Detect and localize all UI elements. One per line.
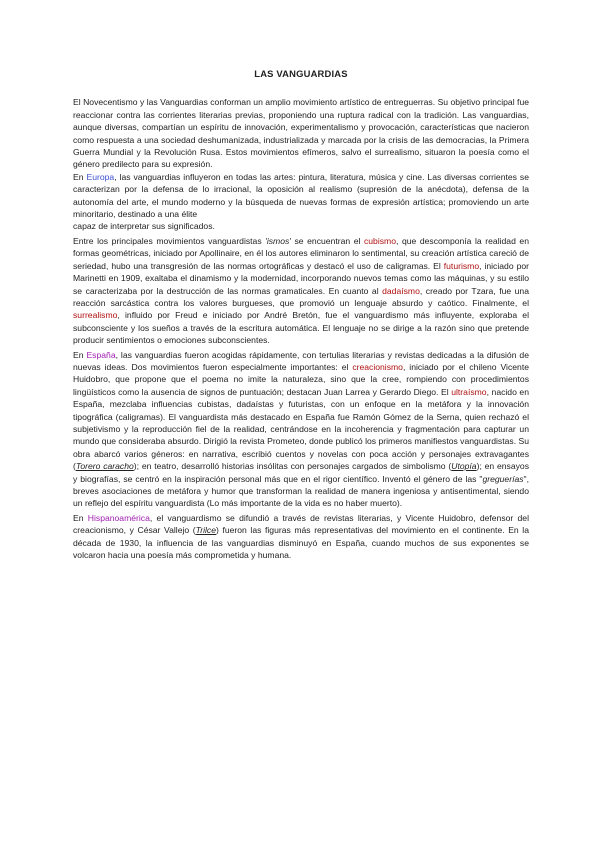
text-span: ); en teatro, desarrolló historias insólitas con personajes cargados de simbolismo ( — [133, 461, 452, 472]
text-span: ", breves asociaciones de metáfora y humor que transforman la realidad de manera ingeniosa y antisentimental, siendo un reflejo del espíritu vanguardista (Lo más importante de la vida es no haber muerto). — [73, 473, 529, 509]
work-trilce: Trilce — [195, 525, 216, 536]
paragraph-espana — [73, 349, 529, 510]
text-span: , iniciado por el chileno Vicente Huidobro, que propone que el poema no imite la naturaleza, sino que la cree, rompiendo con procedimientos lingüísticos como la ausencia de signos de puntuación; destacan Juan Larrea y Gerardo Diego. El — [73, 361, 529, 397]
text-span: En — [73, 512, 88, 523]
text-span: , nacido en España, mezclaba influencias cubistas, dadaístas y futuristas, con un enfoque en la metáfora y la innovación tipográfica (caligramas). El vanguardista más destacado en España fue Ramón Gómez de la Serna, quien rechazó el subjetivismo y la reproducción fiel de la realidad, centrándose en la incoherencia y fragmentación para capturar un mundo que consideraba absurdo. Dirigió la revista Prometeo, donde publicó los primeros manifiestos vanguardistas. Su obra abarcó varios géneros: en narrativa, escribió cuentos y novelas con poca acción y personajes extravagantes ( — [73, 386, 529, 472]
keyword-creacionismo: creacionismo — [352, 361, 403, 372]
paragraph-movimientos — [73, 235, 529, 347]
keyword-espana: España — [86, 349, 116, 360]
keyword-ultraismo: ultraísmo — [451, 386, 487, 397]
text-span: , creado por Tzara, fue una reacción sarcástica contra los valores burgueses, que promovió un lenguaje absurdo y caótico. Finalmente, el — [73, 285, 529, 308]
keyword-hispanoamerica: Hispanoamérica — [87, 512, 150, 523]
text-span: , que descomponía la realidad en formas geométricas, iniciado por Apollinaire, en él los autores eliminaron lo sentimental, su creación artística careció de seriedad, hubo una transgresión de las normas ortográficas y destacó el uso de caligramas. El — [73, 235, 529, 271]
keyword-cubismo: cubismo — [363, 235, 396, 246]
paragraph-europa-cont — [73, 220, 529, 232]
keyword-surrealismo: surrealismo — [73, 310, 118, 321]
keyword-europa: Europa — [86, 171, 115, 182]
text-span: , las vanguardias influyeron en todas las artes: pintura, literatura, música y cine. Las diversas corrientes se caracterizan por la defensa de lo irracional, la oposición al realismo (supresión de la anécdota), defensa de la autonomía del arte, el mundo moderno y la búsqueda de nuevas formas de expresión artística; promoviendo un arte minoritario, destinado a una élite — [73, 171, 529, 220]
paragraph-intro — [73, 96, 529, 170]
text-span: , influido por Freud e iniciado por André Bretón, fue el vanguardismo más influyente, exploraba el subconsciente y los sueños a través de la escritura automática. El lenguaje no se dirige a la razón sino que pretende producir sentimientos o emociones subconscientes. — [73, 310, 529, 346]
text-span: capaz de interpretar sus significados. — [73, 221, 215, 232]
text-span: , las vanguardias fueron acogidas rápidamente, con tertulias literarias y revistas dedicadas a la difusión de nuevas ideas. Dos movimientos fueron especialmente importantes: el — [73, 349, 529, 372]
text-span: En — [73, 171, 87, 182]
work-utopia: Utopía — [451, 461, 477, 472]
keyword-dadaismo: dadaísmo — [382, 285, 420, 296]
text-span: se encuentran el — [290, 235, 364, 246]
text-span: ); en ensayos y biografías, se centró en la inspiración personal más que en el rigor científico. Inventó el género de las " — [73, 461, 530, 484]
text-span: ) fueron las figuras más representativas del movimiento en el continente. En la década de 1930, la influencia de las vanguardias disminuyó en España, cuando muchos de sus exponentes se volcaron hacia una poesía más comprometida y humana. — [73, 525, 529, 561]
text-span: En — [73, 349, 87, 360]
keyword-futurismo: futurismo — [443, 260, 480, 271]
ismos-term: 'ismos' — [265, 235, 291, 246]
paragraph-europa — [73, 171, 529, 221]
paragraph-hispanoamerica — [73, 512, 529, 562]
text-span: , el vanguardismo se difundió a través de revistas literarias, y Vicente Huidobro, defensor del creacionismo, y César Vallejo ( — [73, 512, 529, 536]
document-title: LAS VANGUARDIAS — [254, 68, 348, 79]
document-page — [73, 68, 529, 561]
intro-text: El Novecentismo y las Vanguardias conforman un amplio movimiento artístico de entreguerras. Su objetivo principal fue reaccionar contra las corrientes literarias previas, proponiendo una ruptura radical con la tradición. Las vanguardias, aunque diversas, compartían un espíritu de innovación, experimentalismo y provocación, características que nacieron como respuesta a una sociedad deshumanizada, industrializada y marcada por la crisis de las democracias, la Primera Guerra Mundial y la Revolución Rusa. Estos movimientos efímeros, salvo el surrealismo, situaron la poesía como el género predilecto para su expresión. — [73, 97, 529, 170]
text-span: , iniciado por Marinetti en 1909, exaltaba el dinamismo y la modernidad, incorporando nuevos temas como las máquinas, y su estilo se caracterizaba por la destrucción de las normas gramaticales. En cuanto al — [73, 260, 529, 296]
work-torero-caracho: Torero caracho — [75, 461, 134, 472]
text-span: Entre los principales movimientos vanguardistas — [73, 235, 266, 246]
term-greguerias: greguerías — [482, 473, 524, 484]
